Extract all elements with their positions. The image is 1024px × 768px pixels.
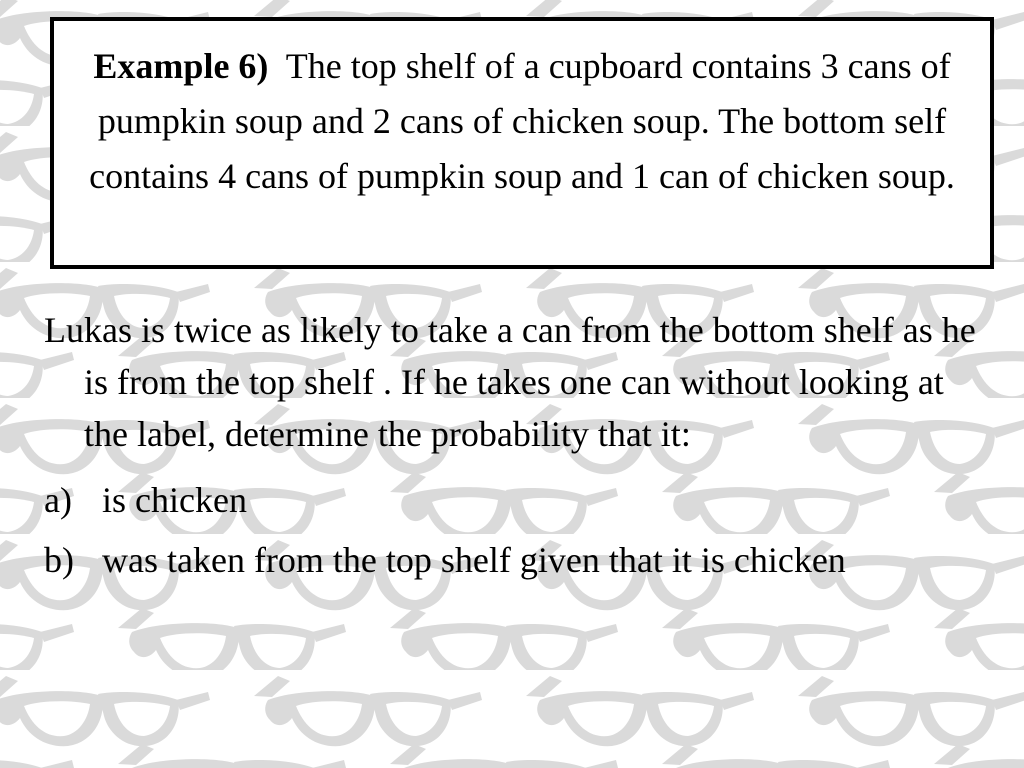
example-label: Example 6) <box>93 46 269 86</box>
problem-intro: Lukas is twice as likely to take a can from the bottom shelf as he is from the top shelf . If he takes one can without looking at the label, determine the probability that it: <box>44 310 976 454</box>
part-b <box>44 540 984 580</box>
problem-body <box>44 304 984 580</box>
example-text: The top shelf of a cupboard contains 3 cans of pumpkin soup and 2 cans of chicken soup. The bottom self contains 4 cans of pumpkin soup and 1 can of chicken soup. <box>89 46 955 196</box>
part-a-text: is chicken <box>102 480 247 520</box>
part-b-text: was taken from the top shelf given that it is chicken <box>102 540 846 580</box>
part-a <box>44 480 984 520</box>
example-box <box>50 17 994 269</box>
part-b-label: b) <box>44 540 74 580</box>
part-a-label: a) <box>44 480 72 520</box>
